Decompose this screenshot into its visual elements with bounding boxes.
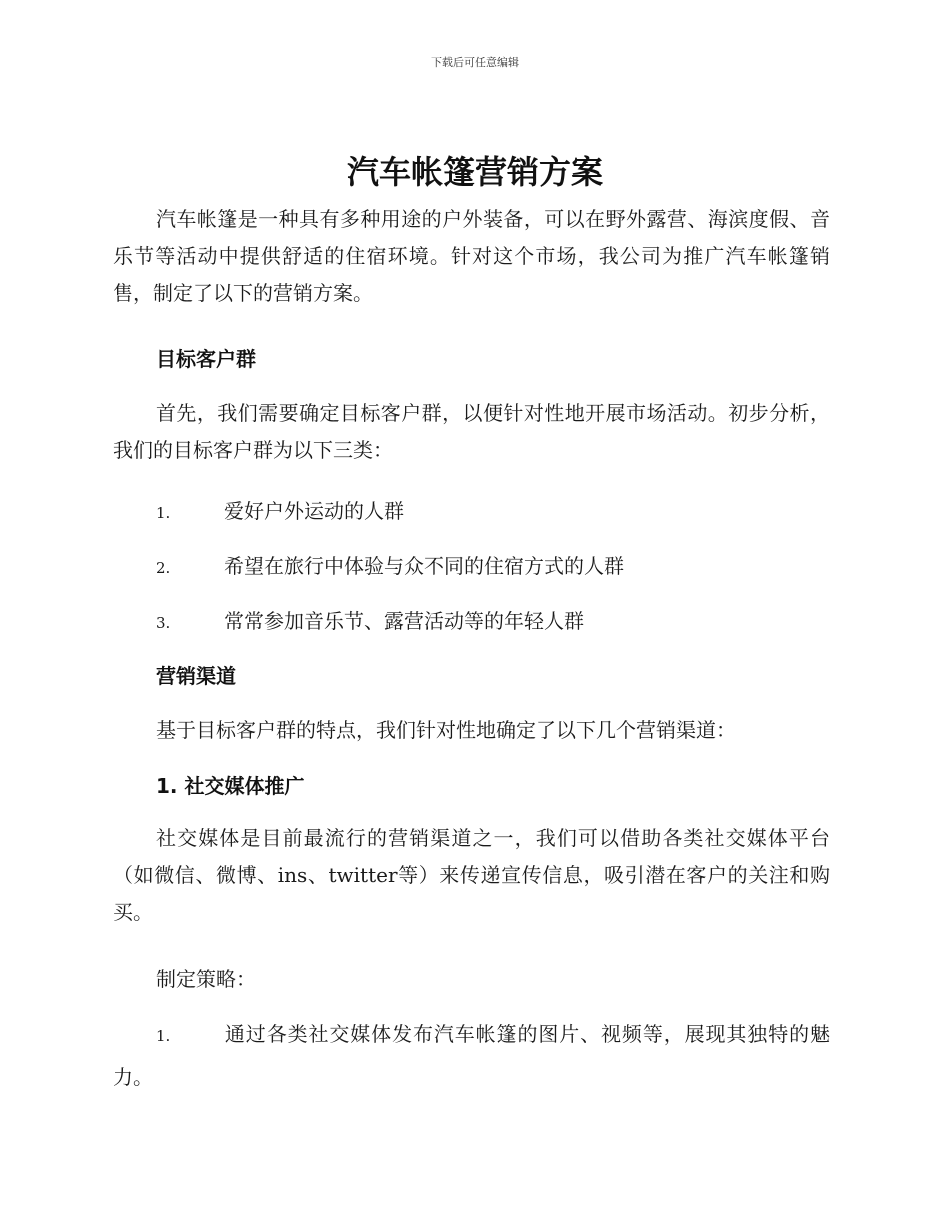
- section-heading-channels: 营销渠道: [156, 664, 236, 688]
- list-item: [156, 496, 404, 528]
- document-title: 汽车帐篷营销方案: [346, 153, 603, 191]
- section-heading-target: 目标客户群: [156, 347, 256, 371]
- page-header: 下载后可任意编辑: [431, 56, 519, 69]
- list-text: 常常参加音乐节、露营活动等的年轻人群: [224, 609, 584, 633]
- list-item: [113, 1014, 830, 1098]
- list-number: 1.: [156, 1027, 171, 1045]
- list-item: [156, 551, 624, 583]
- list-item: [156, 606, 584, 638]
- list-number: 3.: [156, 614, 171, 632]
- social-paragraph: 社交媒体是目前最流行的营销渠道之一，我们可以借助各类社交媒体平台（如微信、微博、ins、twitter等）来传递宣传信息，吸引潜在客户的关注和购买。: [113, 826, 830, 924]
- channels-paragraph: 基于目标客户群的特点，我们针对性地确定了以下几个营销渠道：: [156, 718, 736, 742]
- intro-paragraph: 汽车帐篷是一种具有多种用途的户外装备，可以在野外露营、海滨度假、音乐节等活动中提供舒适的住宿环境。针对这个市场，我公司为推广汽车帐篷销售，制定了以下的营销方案。: [113, 207, 830, 305]
- list-number: 1.: [156, 504, 171, 522]
- list-text: 希望在旅行中体验与众不同的住宿方式的人群: [224, 554, 624, 578]
- list-number: 2.: [156, 559, 171, 577]
- target-paragraph: 首先，我们需要确定目标客户群，以便针对性地开展市场活动。初步分析，我们的目标客户群为以下三类：: [113, 401, 830, 462]
- list-text: 爱好户外运动的人群: [224, 499, 404, 523]
- section-heading-social: 1. 社交媒体推广: [156, 774, 305, 798]
- list-text: 通过各类社交媒体发布汽车帐篷的图片、视频等，展现其独特的魅力。: [113, 1022, 830, 1089]
- strategy-label: 制定策略：: [156, 967, 256, 991]
